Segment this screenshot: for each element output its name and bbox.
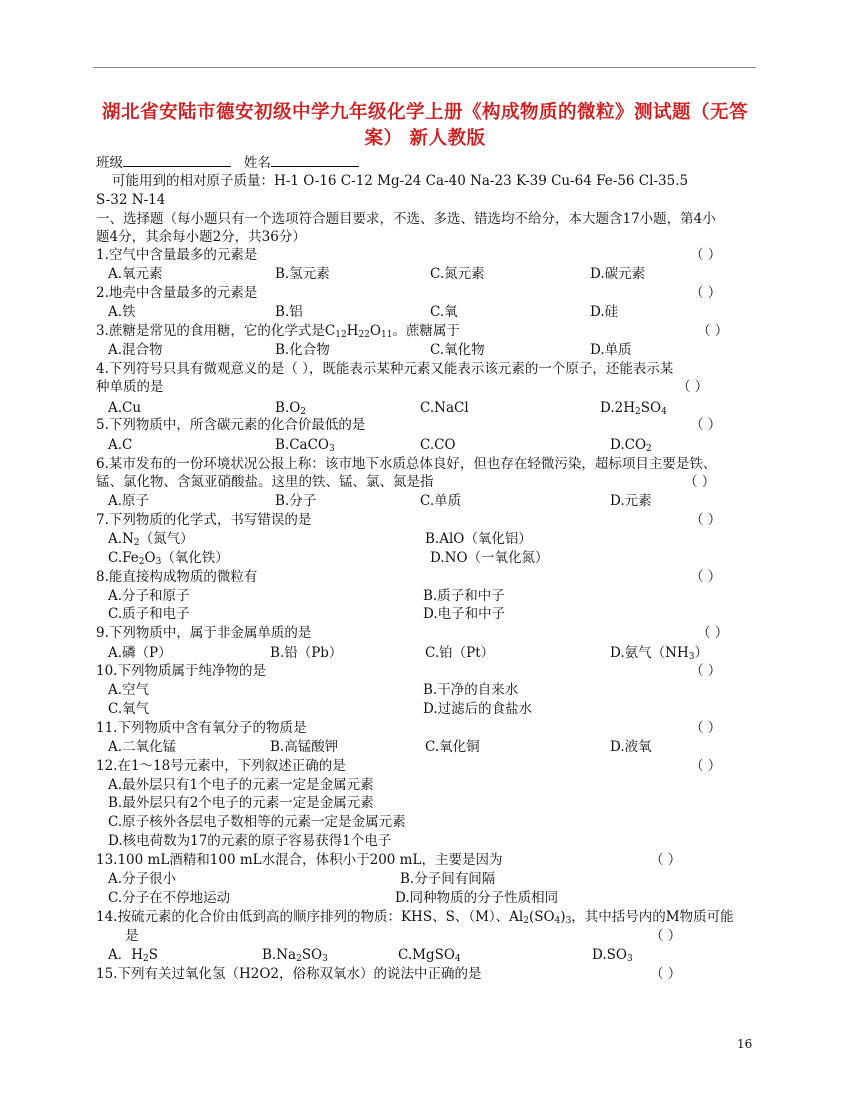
- q2-option-a: A.铁: [108, 304, 136, 320]
- q5-option-a: A.C: [108, 437, 133, 453]
- q2-option-c: C.氧: [430, 304, 458, 320]
- q7-option-c: $C.Fe_2O_3$（氧化铁）: [108, 550, 229, 567]
- question-6-stem-line-1: 6.某市发布的一份环境状况公报上称：该市地下水质总体良好，但也存在轻微污染，超标项目主要是铁、: [96, 456, 717, 472]
- q5-option-d: $D.CO_2$: [610, 437, 652, 454]
- question-4-stem-line-2: 种单质的是: [96, 379, 164, 395]
- q9-option-a: A.磷（P）: [108, 645, 172, 661]
- q13-option-a: A.分子很小: [108, 871, 177, 887]
- section-instructions-1: 一、选择题（每小题只有一个选项符合题目要求，不选、多选、错选均不给分，本大题含17小题，第4小: [96, 211, 716, 227]
- q2-option-b: B.铝: [275, 304, 303, 320]
- answer-blank-9[interactable]: （ ）: [697, 625, 729, 641]
- q13-option-b: B.分子间有间隔: [400, 871, 496, 887]
- q14-option-c: C.MgSO$_4$: [398, 947, 461, 964]
- q11-option-a: A.二氧化锰: [108, 739, 177, 755]
- answer-blank-13[interactable]: （ ）: [650, 852, 682, 868]
- class-label: 班级: [96, 155, 123, 171]
- question-9-stem: 9.下列物质中，属于非金属单质的是: [96, 625, 312, 641]
- q11-option-b: B.高锰酸钾: [270, 739, 339, 755]
- q11-option-d: D.液氧: [610, 739, 652, 755]
- q6-option-b: B.分子: [275, 493, 317, 509]
- q4-option-a: A.Cu: [108, 400, 142, 416]
- answer-blank-1[interactable]: （ ）: [690, 247, 722, 263]
- q1-option-c: C.氮元素: [430, 266, 485, 282]
- document-title: 湖北省安陆市德安初级中学九年级化学上册《构成物质的微粒》测试题（无答案） 新人教版: [101, 102, 748, 149]
- question-3-stem: 3.蔗糖是常见的食用糖，它的化学式是$C_{12}H_{22}O_{11}$。蔗糖属于: [96, 323, 460, 340]
- answer-blank-15[interactable]: （ ）: [650, 966, 682, 982]
- q3-option-a: A.混合物: [108, 342, 163, 358]
- section-instructions-2: 题4分，其余每小题2分，共36分）: [96, 229, 306, 245]
- q9-option-c: C.铂（Pt）: [425, 645, 495, 661]
- q2-option-d: D.硅: [590, 304, 619, 320]
- answer-blank-12[interactable]: （ ）: [690, 758, 722, 774]
- q9-option-b: B.铅（Pb）: [270, 645, 343, 661]
- question-12-stem: 12.在1～18号元素中，下列叙述正确的是: [96, 758, 346, 774]
- q6-option-a: A.原子: [108, 493, 150, 509]
- q3-option-c: C.氧化物: [430, 342, 485, 358]
- q14-option-a: A．$H_2S$: [108, 947, 159, 964]
- question-2-stem: 2.地壳中含量最多的元素是: [96, 285, 258, 301]
- q8-option-b: B.质子和中子: [423, 588, 505, 604]
- question-10-stem: 10.下列物质属于纯净物的是: [96, 663, 266, 679]
- question-11-stem: 11.下列物质中含有氧分子的物质是: [96, 720, 307, 736]
- answer-blank-14[interactable]: （ ）: [650, 928, 682, 944]
- question-13-stem: 13.100 mL酒精和100 mL水混合，体积小于200 mL，主要是因为: [96, 852, 503, 868]
- question-8-stem: 8.能直接构成物质的微粒有: [96, 569, 258, 585]
- page-number: 16: [737, 1037, 753, 1051]
- q6-option-d: D.元素: [610, 493, 652, 509]
- q10-option-c: C.氧气: [108, 701, 150, 717]
- q4-option-b: $B.O_2$: [275, 400, 307, 417]
- q8-option-a: A.分子和原子: [108, 588, 190, 604]
- question-5-stem: 5.下列物质中，所含碳元素的化合价最低的是: [96, 417, 366, 433]
- header-rule: [93, 67, 756, 68]
- q10-option-a: A.空气: [108, 682, 150, 698]
- q8-option-c: C.质子和电子: [108, 606, 190, 622]
- class-blank[interactable]: [123, 152, 231, 167]
- q9-option-d: D.氨气$(NH_3)$: [610, 645, 708, 662]
- question-14-stem-line-2: 是: [125, 928, 139, 944]
- q12-option-a: A.最外层只有1个电子的元素一定是金属元素: [108, 777, 374, 793]
- q4-option-c: C.NaCl: [420, 400, 469, 416]
- question-14-stem-line-1: 14.按硫元素的化合价由低到高的顺序排列的物质：KHS、S、（M）、$Al_2(SO_4)_3$，其中括号内的M物质可能: [96, 909, 734, 926]
- q7-option-d: D.NO（一氧化氮）: [430, 550, 549, 566]
- q5-option-b: B.CaCO$_3$: [275, 437, 335, 454]
- answer-blank-3[interactable]: （ ）: [697, 323, 729, 339]
- q14-option-d: $D.SO_3$: [592, 947, 633, 964]
- q12-option-c: C.原子核外各层电子数相等的元素一定是金属元素: [108, 814, 406, 830]
- answer-blank-11[interactable]: （ ）: [690, 720, 722, 736]
- atomic-masses-line-2: S-32 N-14: [96, 192, 166, 208]
- question-7-stem: 7.下列物质的化学式，书写错误的是: [96, 512, 312, 528]
- question-1-stem: 1.空气中含量最多的元素是: [96, 247, 258, 263]
- q1-option-d: D.碳元素: [590, 266, 646, 282]
- q13-option-d: D.同种物质的分子性质相同: [395, 890, 559, 906]
- q4-option-d: $D.2H_2SO_4$: [600, 400, 667, 417]
- name-blank[interactable]: [271, 152, 359, 167]
- q12-option-d: D.核电荷数为17的元素的原子容易获得1个电子: [108, 833, 392, 849]
- q11-option-c: C.氧化铜: [425, 739, 480, 755]
- answer-blank-8[interactable]: （ ）: [690, 569, 722, 585]
- question-15-stem: 15.下列有关过氧化氢（H2O2，俗称双氧水）的说法中正确的是: [96, 966, 482, 982]
- q1-option-b: B.氢元素: [275, 266, 330, 282]
- q10-option-b: B.干净的自来水: [423, 682, 519, 698]
- q7-option-a: $A.N_2$（氮气）: [108, 531, 194, 548]
- q6-option-c: C.单质: [420, 493, 462, 509]
- q12-option-b: B.最外层只有2个电子的元素一定是金属元素: [108, 795, 374, 811]
- answer-blank-5[interactable]: （ ）: [690, 417, 722, 433]
- question-6-stem-line-2: 锰、氯化物、含氮亚硝酸盐。这里的铁、锰、氯、氮是指: [96, 474, 434, 490]
- q1-option-a: A.氧元素: [108, 266, 163, 282]
- answer-blank-2[interactable]: （ ）: [690, 285, 722, 301]
- q10-option-d: D.过滤后的食盐水: [423, 701, 533, 717]
- atomic-masses-line-1: 可能用到的相对原子质量：H-1 O-16 C-12 Mg-24 Ca-40 Na-23 K-39 Cu-64 Fe-56 Cl-35.5: [112, 173, 689, 189]
- q5-option-c: C.CO: [420, 437, 456, 453]
- q7-option-b: B.AlO（氧化铝）: [425, 531, 532, 547]
- q13-option-c: C.分子在不停地运动: [108, 890, 231, 906]
- answer-blank-10[interactable]: （ ）: [690, 663, 722, 679]
- answer-blank-4[interactable]: （ ）: [677, 379, 709, 395]
- name-label: 姓名: [243, 155, 271, 171]
- q3-option-b: B.化合物: [275, 342, 330, 358]
- q8-option-d: D.电子和中子: [423, 606, 506, 622]
- answer-blank-6[interactable]: （ ）: [684, 474, 716, 490]
- q14-option-b: $B.Na_2SO_3$: [262, 947, 328, 964]
- answer-blank-7[interactable]: （ ）: [690, 512, 722, 528]
- q3-option-d: D.单质: [590, 342, 632, 358]
- question-4-stem-line-1: 4.下列符号只具有微观意义的是（ ），既能表示某种元素又能表示该元素的一个原子，还能表示某: [96, 361, 674, 377]
- student-info-line: [96, 152, 359, 172]
